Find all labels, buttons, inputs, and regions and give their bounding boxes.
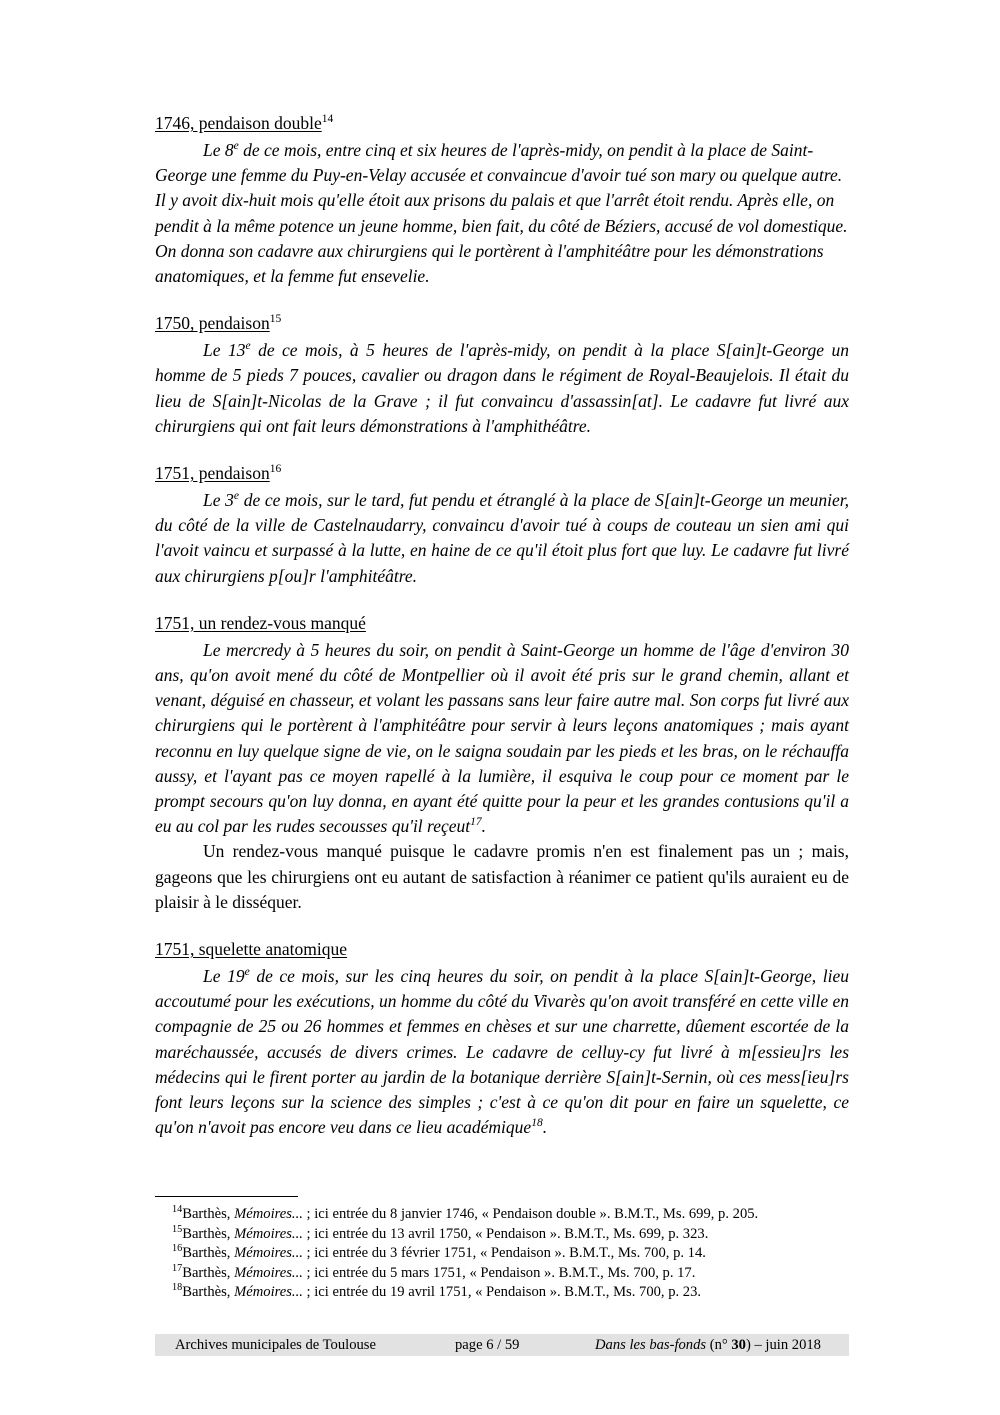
footnote-ref-15[interactable]: 15 [269, 313, 282, 326]
paragraph-suffix: . [542, 1117, 548, 1138]
footnote-rest: ; ici entrée du 3 février 1751, « Pendaison ». B.M.T., Ms. 700, p. 14. [302, 1245, 706, 1262]
footnote-marker: 15 [172, 1223, 183, 1235]
page-footer [155, 1334, 849, 1356]
footer-publication-title: Dans les bas-fonds [595, 1337, 707, 1353]
footnote-rest: ; ici entrée du 5 mars 1751, « Pendaison ». B.M.T., Ms. 700, p. 17. [302, 1264, 696, 1281]
paragraph-suffix: . [481, 816, 487, 837]
footnote-marker: 18 [172, 1282, 183, 1294]
footnote-marker: 16 [172, 1243, 183, 1255]
footnote-author: Barthès, [182, 1264, 235, 1281]
footnote-author: Barthès, [182, 1206, 235, 1222]
footnote-work-title: Mémoires... [234, 1206, 303, 1222]
section-heading-text: 1751, pendaison [155, 463, 270, 484]
footnote-marker: 14 [172, 1204, 183, 1216]
paragraph-text: Le mercredy à 5 heures du soir, on pendit à Saint-George un homme de l'âge d'environ 30 ans, qu'on avoit mené du côté de Montpellier où il avoit été pris sur le grand chemin, allant et venant, déguisé en chasseur, et volant les passans sans leur faire autre mal. Son corps fut livré aux chirurgiens qui le portèrent à l'amphitéâtre pour servir à leurs leçons anatomiques ; mais ayant reconnu en luy quelque signe de vie, on le saigna soudain par les pieds et les bras, on le réchauffa aussy, et l'ayant pas ce moyen rapellé à la lumière, il esquiva le coup pour ce moment par le prompt secours qu'on luy donna, en ayant été quitte pour la peur et les grandes contusions qu'il a eu au col par les rudes secousses qu'il reçeut [155, 639, 849, 837]
footnote-work-title: Mémoires... [234, 1284, 303, 1301]
footnote-work-title: Mémoires... [234, 1245, 303, 1262]
footnote-item [155, 1225, 855, 1245]
footnote-item [155, 1244, 855, 1264]
section-1751-rendez-vous-manque [155, 612, 849, 915]
footnote-separator-rule [155, 1196, 298, 1197]
section-paragraph [155, 964, 849, 1140]
footnote-author: Barthès, [182, 1284, 235, 1301]
footnote-work-title: Mémoires... [234, 1264, 303, 1281]
section-1751-squelette-anatomique [155, 938, 849, 1140]
section-heading [155, 938, 849, 961]
section-1750-pendaison [155, 312, 849, 439]
footer-page-number: page 6 / 59 [455, 1337, 520, 1353]
section-heading-text: 1751, un rendez-vous manqué [155, 612, 366, 633]
section-paragraph: Le 3e de ce mois, sur le tard, fut pendu et étranglé à la place de S[ain]t-George un meunier, du côté de la ville de Castelnaudarry, convaincu d'avoir tué à coups de couteau un sien ami qui l'avoit vaincu et surpassé à la lutte, en haine de ce qu'il étoit plus fort que luy. Le cadavre fut livré aux chirurgiens p[ou]r l'amphitéâtre. [155, 490, 850, 586]
document-body [155, 112, 849, 1141]
section-spacer [155, 439, 849, 462]
section-heading-text: 1746, pendaison double [155, 113, 322, 133]
paragraph-text: Le 19e de ce mois, sur les cinq heures du soir, on pendit à la place S[ain]t-George, lieu accoutumé pour les exécutions, un homme du côté du Vivarès qu'on avoit transféré en cette ville en compagnie de 25 ou 26 hommes et femmes en chèses et sur une charrette, dûement escortée de la maréchaussée, accusés de divers crimes. Le cadavre de celluy-cy fut livré à m[essieu]rs les médecins qui le firent porter au jardin de la botanique derrière S[ain]t-Sernin, où ces mess[ieu]rs font leurs leçons sur la science des simples ; c'est à ce qu'on dit pour en faire un squelette, ce qu'on n'avoit pas encore veu dans ce lieu académique [155, 966, 850, 1138]
footer-organization: Archives municipales de Toulouse [175, 1337, 376, 1353]
footer-publication-date: ) – juin 2018 [745, 1337, 821, 1353]
footnote-author: Barthès, [182, 1225, 235, 1242]
footnote-marker: 17 [172, 1262, 183, 1274]
footnote-ref-17[interactable]: 17 [470, 816, 482, 829]
section-heading [155, 312, 849, 335]
section-heading [155, 462, 849, 485]
footer-publication-pre: (n° [706, 1337, 732, 1353]
section-1751-pendaison [155, 462, 849, 589]
section-heading [155, 112, 849, 135]
section-paragraph: Le 8e de ce mois, entre cinq et six heures de l'après-midy, on pendit à la place de Saint-George une femme du Puy-en-Velay accusée et convaincue d'avoir tué son mary ou quelque autre. Il y avoit dix-huit mois qu'elle étoit aux prisons du palais et que l'arrêt étoit rendu. Après elle, on pendit à la même potence un jeune homme, bien fait, du côté de Béziers, accusé de vol domestique. On donna son cadavre aux chirurgiens qui le portèrent à l'amphitéâtre pour les démonstrations anatomiques, et la femme fut ensevelie. [155, 140, 848, 287]
section-commentary: Un rendez-vous manqué puisque le cadavre promis n'en est finalement pas un ; mais, gageons que les chirurgiens ont eu autant de satisfaction à réanimer ce patient qu'ils auraient eu de plaisir à le disséquer. [155, 841, 849, 912]
footer-publication [595, 1334, 821, 1356]
section-spacer [155, 589, 849, 612]
footnote-ref-18[interactable]: 18 [531, 1117, 543, 1130]
footnote-rest: ; ici entrée du 13 avril 1750, « Pendaison ». B.M.T., Ms. 699, p. 323. [302, 1225, 709, 1242]
footnote-rest: ; ici entrée du 19 avril 1751, « Pendaison ». B.M.T., Ms. 700, p. 23. [302, 1284, 702, 1301]
footnote-ref-14[interactable]: 14 [321, 113, 334, 126]
section-paragraph: Le 13e de ce mois, à 5 heures de l'après-midy, on pendit à la place S[ain]t-George un homme de 5 pieds 7 pouces, cavalier ou dragon dans le régiment de Royal-Beaujelois. Il était du lieu de S[ain]t-Nicolas de la Grave ; il fut convaincu d'assassin[at]. Le cadavre fut livré aux chirurgiens qui ont fait leurs démonstrations à l'amphithéâtre. [155, 340, 850, 436]
section-spacer [155, 289, 849, 312]
footnote-ref-16[interactable]: 16 [269, 463, 282, 476]
footnote-work-title: Mémoires... [234, 1225, 303, 1242]
section-spacer [155, 915, 849, 938]
footnote-author: Barthès, [182, 1245, 235, 1262]
footnote-rest: ; ici entrée du 8 janvier 1746, « Pendaison double ». B.M.T., Ms. 699, p. 205. [302, 1206, 759, 1222]
footer-issue-number: 30 [731, 1337, 746, 1353]
footnotes-area [155, 1196, 855, 1303]
section-heading [155, 612, 849, 635]
section-heading-text: 1750, pendaison [155, 313, 270, 334]
section-heading-text: 1751, squelette anatomique [155, 939, 347, 960]
footnote-item [155, 1283, 855, 1303]
section-paragraph [155, 638, 849, 840]
section-1746-pendaison-double [155, 112, 849, 289]
footnote-item [155, 1205, 855, 1225]
footnote-item [155, 1264, 855, 1284]
